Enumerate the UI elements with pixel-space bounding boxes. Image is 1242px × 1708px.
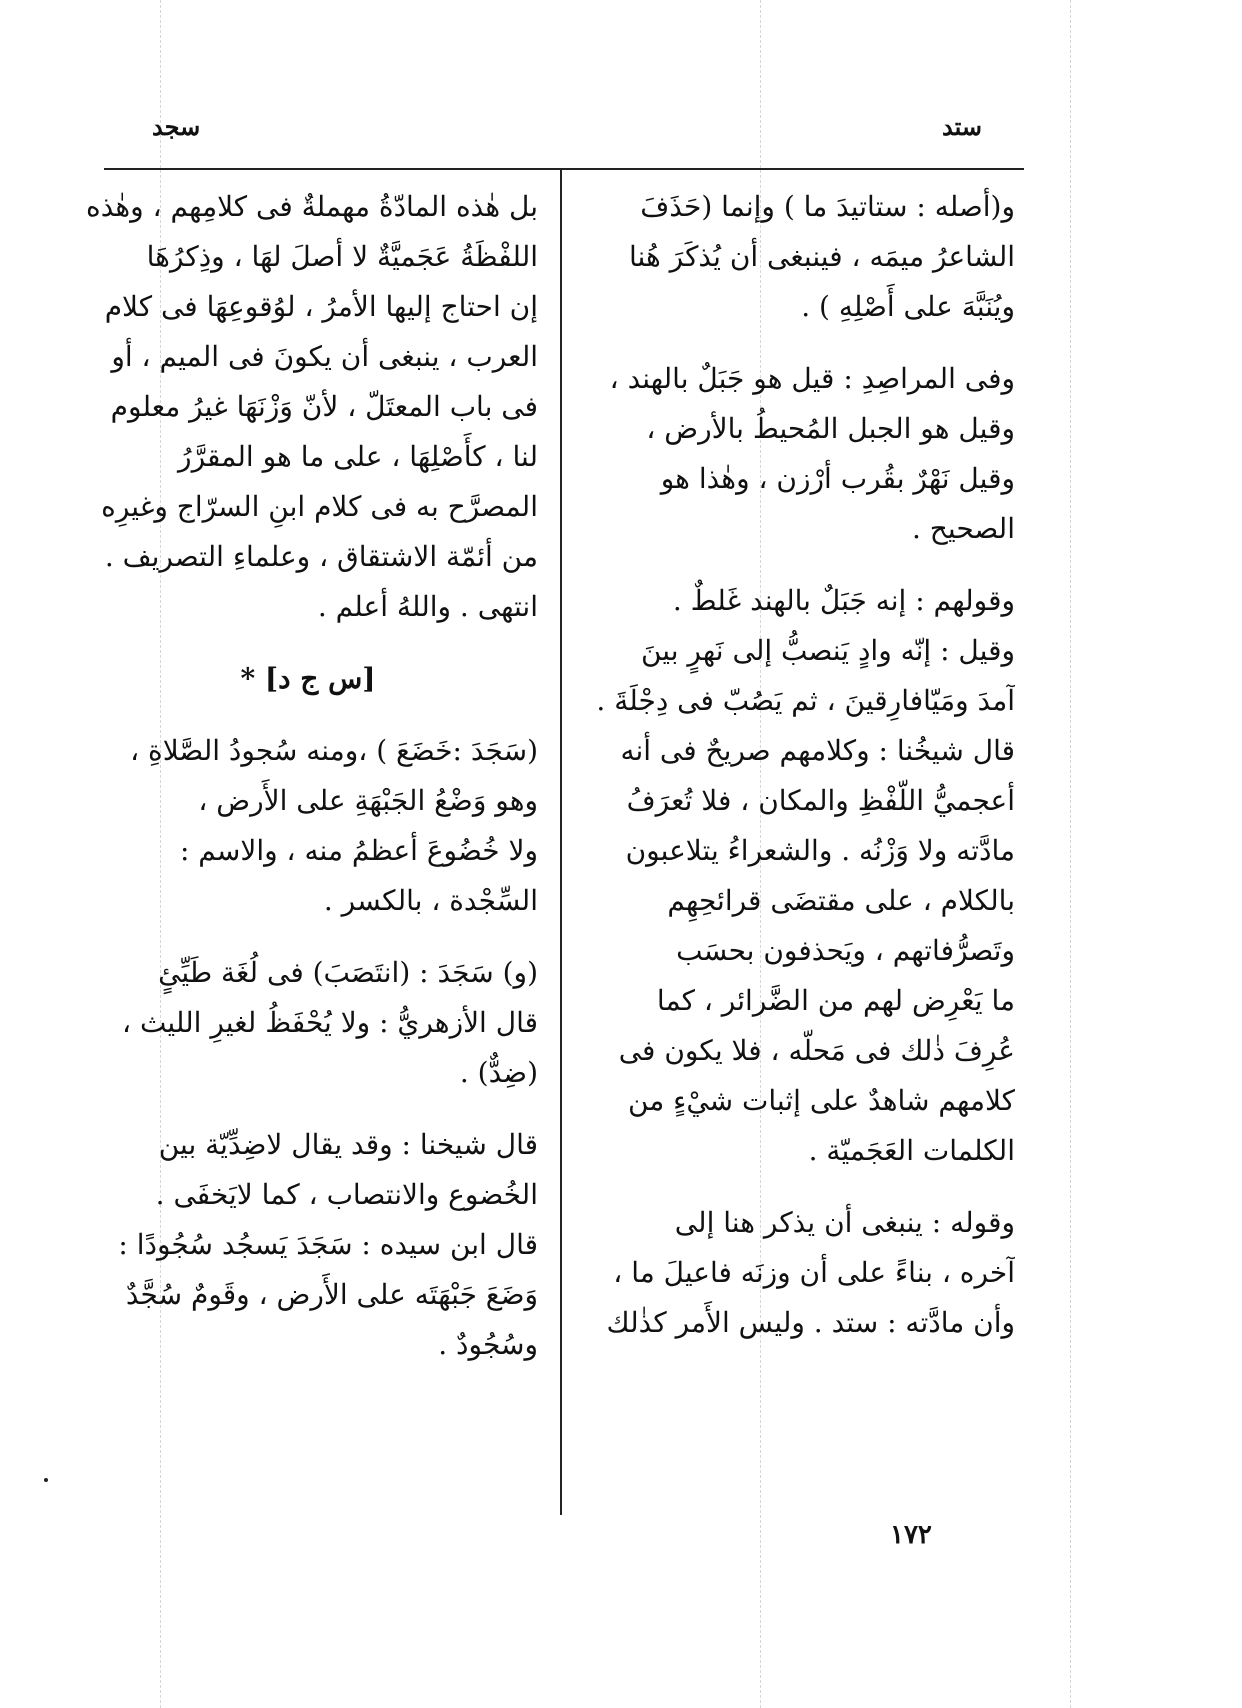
text-line: بالكلام ، على مقتضَى قرائحِهِم: [667, 884, 1015, 917]
text-line: ويُنَبَّهَ على أَصْلِهِ ) .: [801, 290, 1015, 323]
text-line: الكلمات العَجَميّة .: [808, 1134, 1015, 1167]
text-line: قال شيخنا : وقد يقال لاضِدِّيّة بين: [158, 1128, 538, 1161]
paragraph: [575, 576, 1015, 1176]
entry-heading: [س ج د] *: [240, 662, 376, 695]
paragraph: [575, 182, 1015, 332]
text-line: وقولهم : إنه جَبَلٌ بالهند غَلطٌ .: [672, 584, 1015, 617]
text-line: فى باب المعتَلّ ، لأنّ وَزْنَهَا غيرُ معلوم: [110, 390, 538, 423]
text-line: العرب ، ينبغى أن يكونَ فى الميم ، أو: [111, 340, 538, 373]
text-line: وَضَعَ جَبْهَتَه على الأَرض ، وقَومٌ سُجَّدٌ: [125, 1278, 538, 1311]
text-line: وأن مادَّته : ستد . وليس الأَمر كذٰلك: [606, 1306, 1015, 1339]
text-line: (و) سَجَدَ : (انتَصَبَ) فى لُغَة طَيِّئٍ: [158, 956, 538, 989]
text-line: وقيل هو الجبل المُحيطُ بالأرض ،: [646, 412, 1015, 445]
text-line: أعجميُّ اللّفْظِ والمكان ، فلا تُعرَفُ: [626, 784, 1015, 817]
text-line: وقيل : إنّه وادٍ يَنصبُّ إلى نَهرٍ بينَ: [640, 634, 1015, 667]
text-line: عُرِفَ ذٰلك فى مَحلّه ، فلا يكون فى: [618, 1034, 1015, 1067]
paragraph: [78, 948, 538, 1098]
text-line: اللفْظَةُ عَجَميَّةٌ لا أصلَ لهَا ، وذِكرُهَا: [146, 240, 538, 273]
left-column: [78, 182, 538, 1392]
column-divider: [560, 170, 562, 1515]
text-line: آخره ، بناءً على أن وزنَه فاعيلَ ما ،: [613, 1256, 1015, 1289]
text-line: قال الأزهريُّ : ولا يُحْفَظُ لغيرِ الليث ،: [122, 1006, 538, 1039]
text-line: (سَجَدَ :خَضَعَ ) ،ومنه سُجودُ الصَّلاةِ ،: [130, 734, 538, 767]
text-line: وقوله : ينبغى أن يذكر هنا إلى: [674, 1206, 1015, 1239]
text-line: الصحيح .: [912, 512, 1015, 545]
text-line: إن احتاج إليها الأمرُ ، لوُقوعِهَا فى كلام: [104, 290, 538, 323]
text-line: الشاعرُ ميمَه ، فينبغى أن يُذكَرَ هُنا: [629, 240, 1015, 273]
header-left-word: سجد: [152, 112, 201, 141]
text-line: ولا خُضُوعَ أعظمُ منه ، والاسم :: [179, 834, 538, 867]
paragraph: [575, 1198, 1015, 1348]
text-line: السِّجْدة ، بالكسر .: [323, 884, 538, 917]
text-line: كلامهم شاهدٌ على إثبات شيْءٍ من: [627, 1084, 1015, 1117]
text-line: وسُجُودٌ .: [438, 1328, 538, 1361]
paragraph: [78, 726, 538, 926]
fold-guide-line: [1070, 0, 1071, 1708]
text-line: من أئمّة الاشتقاق ، وعلماءِ التصريف .: [104, 540, 538, 573]
paragraph: [78, 182, 538, 632]
text-line: مادَّته ولا وَزْنُه . والشعراءُ يتلاعبون: [625, 834, 1015, 867]
text-line: وهو وَضْعُ الجَبْهَةِ على الأَرض ،: [198, 784, 538, 817]
text-line: لنا ، كأَصْلِهَا ، على ما هو المقرَّرُ: [178, 440, 538, 473]
text-line: آمدَ ومَيّافارِقينَ ، ثم يَصُبّ فى دِجْلَةَ .: [596, 684, 1015, 717]
paragraph: [78, 1120, 538, 1370]
text-line: انتهى . واللهُ أعلم .: [317, 590, 538, 623]
text-line: (ضِدٌّ) .: [459, 1056, 538, 1089]
text-line: قال ابن سيده : سَجَدَ يَسجُد سُجُودًا :: [118, 1228, 538, 1261]
ink-speck: [44, 1478, 48, 1482]
text-line: بل هٰذه المادّةُ مهملةٌ فى كلامِهم ، وهٰذه: [86, 190, 538, 223]
right-column: [575, 182, 1015, 1370]
header-divider: [104, 168, 1024, 170]
header-right-word: ستد: [942, 112, 982, 141]
text-line: المصرَّح به فى كلام ابنِ السرّاج وغيرِه: [101, 490, 538, 523]
text-line: وقيل نَهْرٌ بقُرب أرْزن ، وهٰذا هو: [660, 462, 1015, 495]
text-line: قال شيخُنا : وكلامهم صريحٌ فى أنه: [620, 734, 1015, 767]
text-line: و(أصله : ستاتيدَ ما ) وإنما (حَذَفَ: [640, 190, 1015, 223]
page-number: ١٧٢: [890, 1520, 932, 1550]
text-line: وتَصرُّفاتهم ، ويَحذفون بحسَب: [676, 934, 1015, 967]
paragraph: [575, 354, 1015, 554]
text-line: الخُضوع والانتصاب ، كما لايَخفَى .: [155, 1178, 538, 1211]
text-line: وفى المراصِدِ : قيل هو جَبَلٌ بالهند ،: [609, 362, 1015, 395]
text-line: ما يَعْرِض لهم من الضَّرائر ، كما: [656, 984, 1015, 1017]
